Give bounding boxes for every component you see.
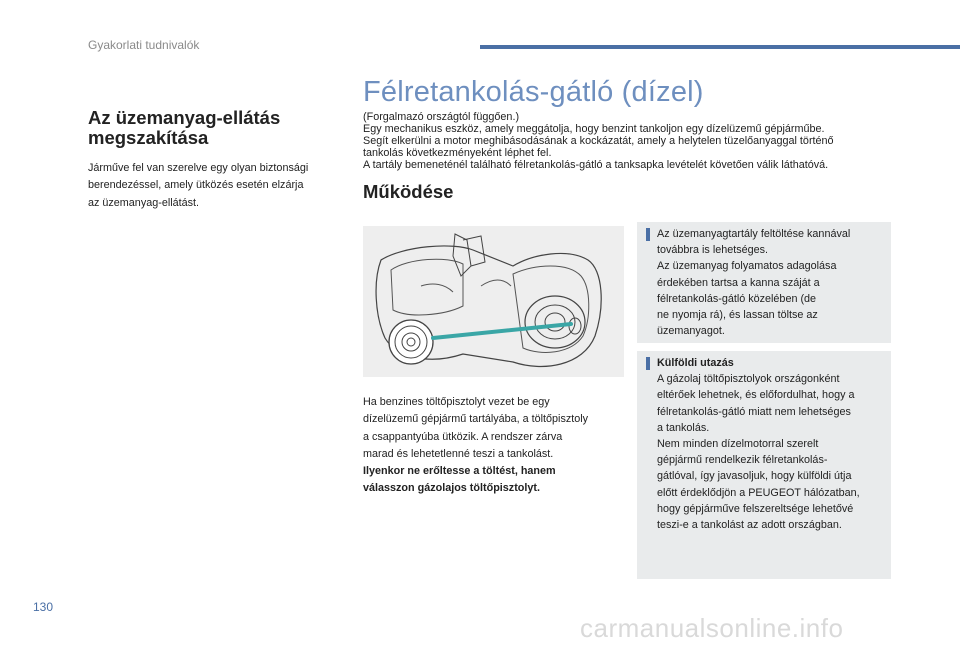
text-line: Ha benzines töltőpisztolyt vezet be egy bbox=[363, 396, 550, 408]
text-line: A gázolaj töltőpisztolyok országonként bbox=[657, 373, 840, 386]
misfuel-intro bbox=[363, 112, 933, 172]
text-line: (Forgalmazó országtól függően.) bbox=[363, 111, 520, 123]
text-line: Segít elkerülni a motor meghibásodásának a kockázatát, amely a helytelen tüzelőanyaggal történő bbox=[363, 134, 834, 147]
text-line: gépjármű rendelkezik félretankolás- bbox=[657, 454, 828, 467]
info-marker bbox=[646, 357, 650, 370]
section-title: Gyakorlati tudnivalók bbox=[88, 38, 200, 52]
text-line: előtt érdeklődjön a PEUGEOT hálózatban, bbox=[657, 486, 860, 499]
fuel-cutoff-body bbox=[88, 160, 350, 212]
operation-subtitle: Működése bbox=[363, 181, 454, 202]
text-line: hogy gépjárműve felszereltsége lehetővé bbox=[657, 502, 854, 515]
text-line: félretankolás-gátló közelében (de bbox=[657, 292, 817, 305]
fuel-filler-illustration bbox=[363, 226, 624, 377]
info-box-jerrycan bbox=[637, 222, 891, 343]
text-line: a tankolás. bbox=[657, 421, 710, 434]
text-line: a csappantyúba ütközik. A rendszer zárva bbox=[363, 430, 563, 443]
text-line: ne nyomja rá), és lassan töltse az bbox=[657, 309, 818, 322]
header-bar bbox=[480, 45, 960, 49]
text-line: Az üzemanyag folyamatos adagolása bbox=[657, 260, 837, 273]
misfuel-title: Félretankolás-gátló (dízel) bbox=[363, 76, 704, 108]
text-line: dízelüzemű gépjármű tartályába, a töltőpisztoly bbox=[363, 413, 589, 426]
text-line: érdekében tartsa a kanna száját a bbox=[657, 276, 820, 289]
text-line: Egy mechanikus eszköz, amely meggátolja, hogy benzint tankoljon egy dízelüzemű gépjárműbe. bbox=[363, 122, 825, 135]
operation-body bbox=[363, 394, 628, 498]
text-line: eltérőek lehetnek, és előfordulhat, hogy a bbox=[657, 389, 855, 402]
page-number: 130 bbox=[33, 600, 54, 614]
info-box-travel-abroad bbox=[637, 351, 891, 579]
text-line: teszi-e a tankolást az adott országban. bbox=[657, 519, 842, 532]
text-line: az üzemanyag-ellátást. bbox=[88, 196, 200, 209]
text-line: berendezéssel, amely ütközés esetén elzárja bbox=[88, 179, 304, 192]
text-line: marad és lehetetlenné teszi a tankolást. bbox=[363, 447, 554, 460]
fuel-filler-drawing bbox=[363, 226, 624, 377]
text-line: A tartály bemeneténél található félretankolás-gátló a tanksapka levételét követően válik láthatóvá. bbox=[363, 158, 829, 171]
fuel-cutoff-title-line: Az üzemanyag-ellátás bbox=[88, 107, 281, 128]
text-line: üzemanyagot. bbox=[657, 325, 725, 338]
fuel-cutoff-title-line: megszakítása bbox=[88, 127, 209, 148]
text-line: Az üzemanyagtartály feltöltése kannával bbox=[657, 228, 851, 240]
info-marker bbox=[646, 228, 650, 241]
text-line: félretankolás-gátló miatt nem lehetséges bbox=[657, 405, 851, 418]
info-box-title: Külföldi utazás bbox=[657, 357, 734, 369]
warning-line: Ilyenkor ne erőltesse a töltést, hanem bbox=[363, 465, 556, 478]
text-line: Nem minden dízelmotorral szerelt bbox=[657, 438, 819, 451]
warning-line: válasszon gázolajos töltőpisztolyt. bbox=[363, 482, 540, 495]
text-line: tankolás következményeként léphet fel. bbox=[363, 146, 552, 159]
text-line: gátlóval, így javasoljuk, hogy külföldi útja bbox=[657, 470, 852, 483]
text-line: Járműve fel van szerelve egy olyan biztonsági bbox=[88, 162, 309, 174]
text-line: továbbra is lehetséges. bbox=[657, 244, 769, 257]
watermark: carmanualsonline.info bbox=[580, 613, 844, 643]
fuel-cutoff-title bbox=[88, 108, 348, 148]
